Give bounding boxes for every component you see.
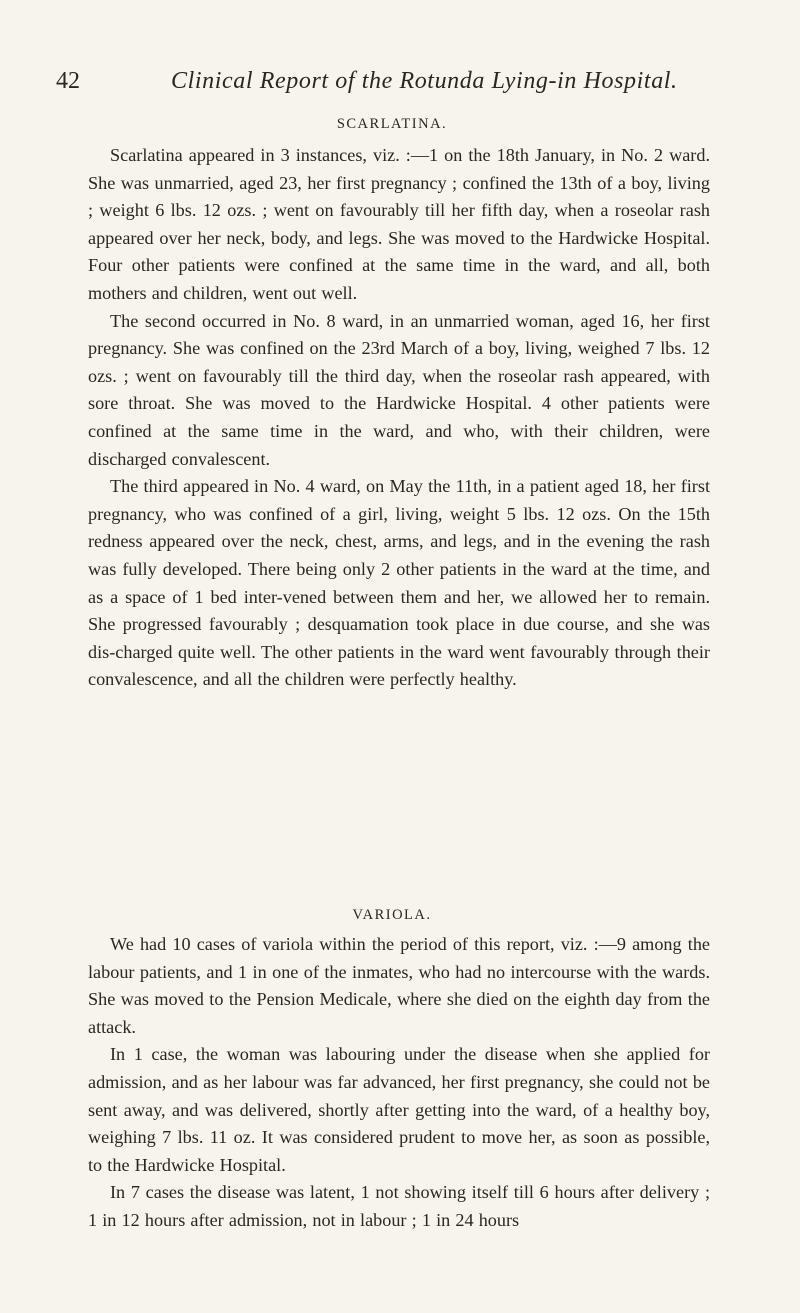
paragraph: The third appeared in No. 4 ward, on May the 11th, in a patient aged 18, her first pregnancy, who was confined of a girl, living, weight 5 lbs. 12 ozs. On the 15th redness appeared over the neck, chest, arms, and legs, and in the evening the rash was fully developed. There being only 2 other patients in the ward at the time, and as a space of 1 bed inter-vened between them and her, we allowed her to remain. She progressed favourably ; desquamation took place in due course, and she was dis-charged quite well. The other patients in the ward went favourably through their convalescence, and all the children were perfectly healthy. [88,476,710,690]
paragraph: The second occurred in No. 8 ward, in an unmarried woman, aged 16, her first pregnancy. She was confined on the 23rd March of a boy, living, weighed 7 lbs. 12 ozs. ; went on favourably till the third day, when the roseolar rash appeared, with sore throat. She was moved to the Hardwicke Hospital. 4 other patients were confined at the same time in the ward, and who, with their children, were discharged convalescent. [88,310,710,469]
paragraph: In 1 case, the woman was labouring under the disease when she applied for admission, and as her labour was far advanced, her first pregnancy, she could not be sent away, and was delivered, shortly after getting into the ward, of a healthy boy, weighing 7 lbs. 11 oz. It was considered prudent to move her, as soon as possible, to the Hardwicke Hospital. [88,1044,710,1175]
paragraph: We had 10 cases of variola within the period of this report, viz. :—9 among the labour patients, and 1 in one of the inmates, who had no intercourse with the wards. She was moved to the Pension Medicale, where she died on the eighth day from the attack. [88,934,710,1037]
running-head [56,64,696,98]
page-number: 42 [56,68,80,94]
paragraph: Scarlatina appeared in 3 instances, viz. :—1 on the 18th January, in No. 2 ward. She was unmarried, aged 23, her first pregnancy ; confined the 13th of a boy, living ; weight 6 lbs. 12 ozs. ; went on favourably till her fifth day, when a roseolar rash appeared over her neck, body, and legs. She was moved to the Hardwicke Hospital. Four other patients were confined at the same time in the ward, and all, both mothers and children, went out well. [88,145,710,303]
section-heading-scarlatina: SCARLATINA. [336,116,448,132]
section-heading-variola: VARIOLA. [352,907,432,923]
running-title: Clinical Report of the Rotunda Lying-in Hospital. [171,68,678,94]
section-body-variola [88,931,710,1235]
section-body-scarlatina [88,142,710,694]
paragraph: In 7 cases the disease was latent, 1 not showing itself till 6 hours after delivery ; 1 in 12 hours after admission, not in labour ; 1 in 24 hours [88,1182,710,1230]
